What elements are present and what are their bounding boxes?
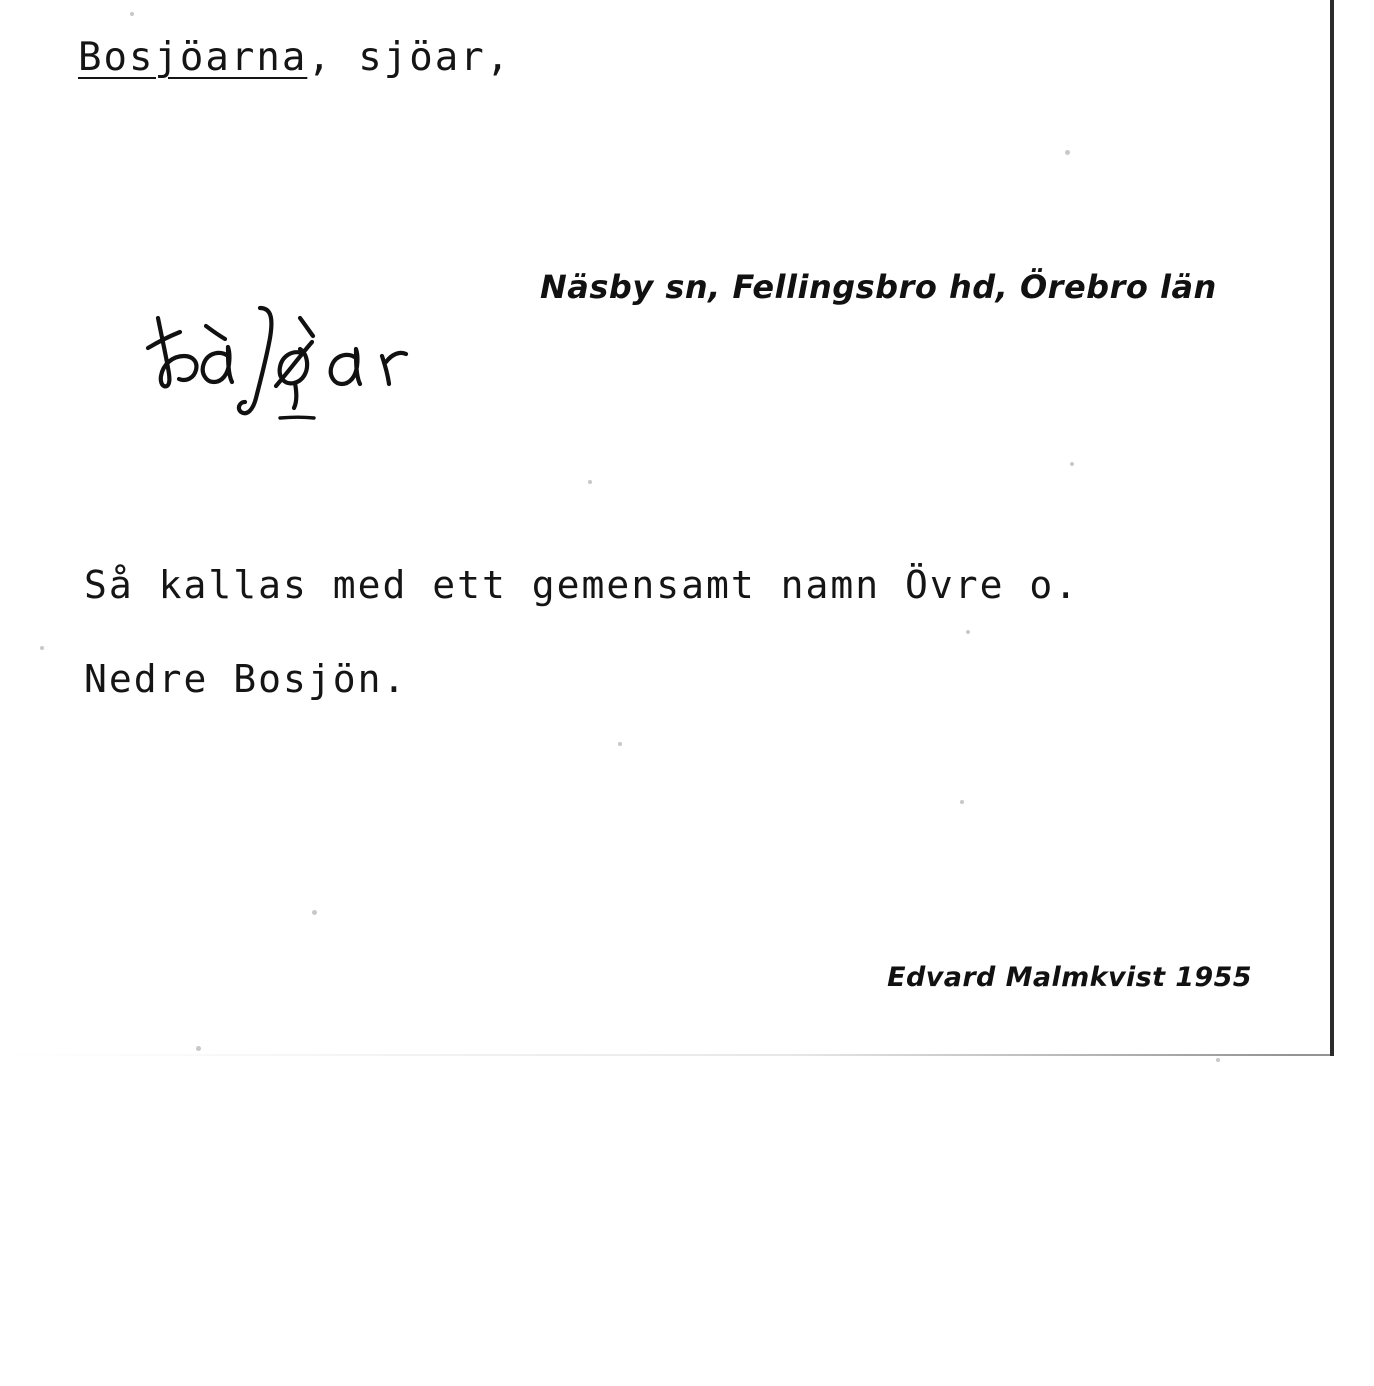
scan-speck: [196, 1046, 201, 1051]
headword-underlined: Bosjöarna: [78, 35, 308, 80]
scan-speck: [960, 800, 964, 804]
scan-speck: [1065, 150, 1070, 155]
scan-speck: [1216, 1058, 1220, 1062]
collector-signature: Edvard Malmkvist 1955: [887, 962, 1252, 993]
card-body-text: [84, 538, 1079, 726]
body-line: Så kallas med ett gemensamt namn Övre o.: [84, 563, 1080, 607]
scan-speck: [312, 910, 317, 915]
scan-speck: [966, 630, 970, 634]
scan-speck: [1070, 462, 1074, 466]
scan-speck: [618, 742, 622, 746]
scan-speck: [130, 12, 134, 16]
handwritten-phonetic-transcription: [140, 290, 470, 440]
location-line: Näsby sn, Fellingsbro hd, Örebro län: [540, 268, 1217, 306]
headword-rest: , sjöar,: [307, 35, 512, 80]
body-line: Nedre Bosjön.: [84, 657, 408, 701]
scan-speck: [588, 480, 592, 484]
page-title: [78, 35, 512, 80]
scan-speck: [40, 646, 44, 650]
